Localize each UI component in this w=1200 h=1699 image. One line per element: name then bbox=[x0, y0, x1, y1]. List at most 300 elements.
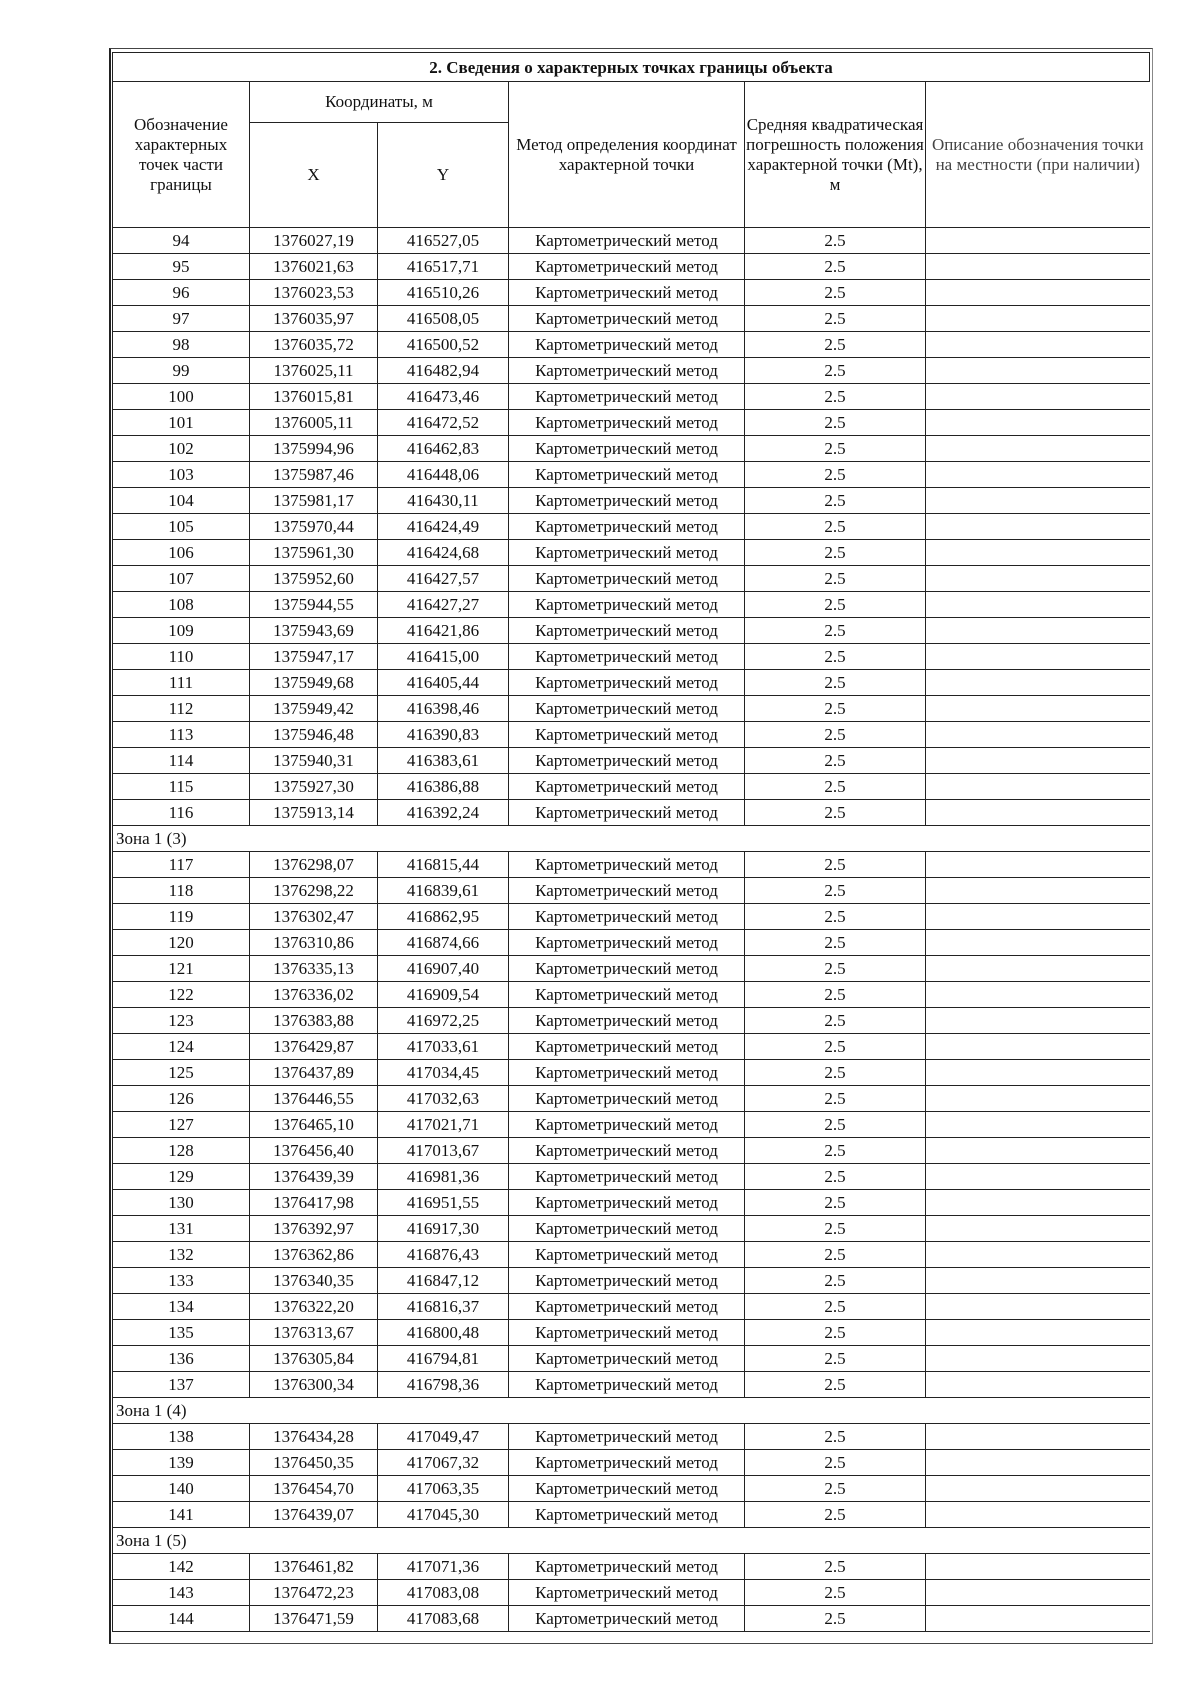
table-row bbox=[113, 254, 1150, 280]
table-row bbox=[113, 280, 1150, 306]
description-cell bbox=[926, 1554, 1150, 1580]
method-cell: Картометрический метод bbox=[509, 878, 745, 904]
point-number-cell: 122 bbox=[113, 982, 250, 1008]
x-coordinate-cell: 1376439,39 bbox=[250, 1164, 378, 1190]
table-row bbox=[113, 1580, 1150, 1606]
header-coordinates: Координаты, м bbox=[250, 82, 509, 123]
y-coordinate-cell: 416907,40 bbox=[378, 956, 509, 982]
y-coordinate-cell: 416415,00 bbox=[378, 644, 509, 670]
mean-error-cell: 2.5 bbox=[745, 1164, 926, 1190]
x-coordinate-cell: 1376439,07 bbox=[250, 1502, 378, 1528]
point-number-cell: 133 bbox=[113, 1268, 250, 1294]
table-row bbox=[113, 670, 1150, 696]
header-mean-error: Средняя квадратическая погрешность положения характерной точки (Mt), м bbox=[745, 82, 926, 228]
y-coordinate-cell: 416951,55 bbox=[378, 1190, 509, 1216]
method-cell: Картометрический метод bbox=[509, 722, 745, 748]
table-row bbox=[113, 1060, 1150, 1086]
mean-error-cell: 2.5 bbox=[745, 1242, 926, 1268]
point-number-cell: 105 bbox=[113, 514, 250, 540]
mean-error-cell: 2.5 bbox=[745, 1320, 926, 1346]
y-coordinate-cell: 416839,61 bbox=[378, 878, 509, 904]
x-coordinate-cell: 1376456,40 bbox=[250, 1138, 378, 1164]
point-number-cell: 116 bbox=[113, 800, 250, 826]
point-number-cell: 106 bbox=[113, 540, 250, 566]
x-coordinate-cell: 1376392,97 bbox=[250, 1216, 378, 1242]
description-cell bbox=[926, 358, 1150, 384]
method-cell: Картометрический метод bbox=[509, 1554, 745, 1580]
method-cell: Картометрический метод bbox=[509, 1268, 745, 1294]
description-cell bbox=[926, 1268, 1150, 1294]
y-coordinate-cell: 416500,52 bbox=[378, 332, 509, 358]
point-number-cell: 121 bbox=[113, 956, 250, 982]
x-coordinate-cell: 1376313,67 bbox=[250, 1320, 378, 1346]
table-row bbox=[113, 228, 1150, 254]
mean-error-cell: 2.5 bbox=[745, 566, 926, 592]
description-cell bbox=[926, 670, 1150, 696]
x-coordinate-cell: 1376335,13 bbox=[250, 956, 378, 982]
table-row bbox=[113, 748, 1150, 774]
mean-error-cell: 2.5 bbox=[745, 1346, 926, 1372]
x-coordinate-cell: 1375981,17 bbox=[250, 488, 378, 514]
table-row bbox=[113, 1476, 1150, 1502]
y-coordinate-cell: 417071,36 bbox=[378, 1554, 509, 1580]
description-cell bbox=[926, 930, 1150, 956]
x-coordinate-cell: 1376336,02 bbox=[250, 982, 378, 1008]
point-number-cell: 112 bbox=[113, 696, 250, 722]
mean-error-cell: 2.5 bbox=[745, 644, 926, 670]
description-cell bbox=[926, 1372, 1150, 1398]
mean-error-cell: 2.5 bbox=[745, 982, 926, 1008]
y-coordinate-cell: 416909,54 bbox=[378, 982, 509, 1008]
method-cell: Картометрический метод bbox=[509, 1112, 745, 1138]
table-row bbox=[113, 722, 1150, 748]
mean-error-cell: 2.5 bbox=[745, 1190, 926, 1216]
description-cell bbox=[926, 410, 1150, 436]
y-coordinate-cell: 416424,49 bbox=[378, 514, 509, 540]
method-cell: Картометрический метод bbox=[509, 592, 745, 618]
method-cell: Картометрический метод bbox=[509, 514, 745, 540]
description-cell bbox=[926, 254, 1150, 280]
x-coordinate-cell: 1376021,63 bbox=[250, 254, 378, 280]
y-coordinate-cell: 416462,83 bbox=[378, 436, 509, 462]
y-coordinate-cell: 416482,94 bbox=[378, 358, 509, 384]
mean-error-cell: 2.5 bbox=[745, 1268, 926, 1294]
x-coordinate-cell: 1376472,23 bbox=[250, 1580, 378, 1606]
method-cell: Картометрический метод bbox=[509, 1008, 745, 1034]
description-cell bbox=[926, 384, 1150, 410]
mean-error-cell: 2.5 bbox=[745, 1112, 926, 1138]
zone-label: Зона 1 (4) bbox=[113, 1398, 1150, 1424]
method-cell: Картометрический метод bbox=[509, 982, 745, 1008]
table-row bbox=[113, 774, 1150, 800]
x-coordinate-cell: 1375952,60 bbox=[250, 566, 378, 592]
point-number-cell: 123 bbox=[113, 1008, 250, 1034]
mean-error-cell: 2.5 bbox=[745, 748, 926, 774]
description-cell bbox=[926, 644, 1150, 670]
x-coordinate-cell: 1375913,14 bbox=[250, 800, 378, 826]
y-coordinate-cell: 416508,05 bbox=[378, 306, 509, 332]
mean-error-cell: 2.5 bbox=[745, 696, 926, 722]
description-cell bbox=[926, 1242, 1150, 1268]
method-cell: Картометрический метод bbox=[509, 306, 745, 332]
method-cell: Картометрический метод bbox=[509, 670, 745, 696]
mean-error-cell: 2.5 bbox=[745, 1580, 926, 1606]
description-cell bbox=[926, 1580, 1150, 1606]
description-cell bbox=[926, 956, 1150, 982]
point-number-cell: 142 bbox=[113, 1554, 250, 1580]
description-cell bbox=[926, 592, 1150, 618]
header-method: Метод определения координат характерной точки bbox=[509, 82, 745, 228]
point-number-cell: 100 bbox=[113, 384, 250, 410]
method-cell: Картометрический метод bbox=[509, 644, 745, 670]
mean-error-cell: 2.5 bbox=[745, 1476, 926, 1502]
x-coordinate-cell: 1376035,97 bbox=[250, 306, 378, 332]
y-coordinate-cell: 416398,46 bbox=[378, 696, 509, 722]
table-row bbox=[113, 488, 1150, 514]
description-cell bbox=[926, 436, 1150, 462]
mean-error-cell: 2.5 bbox=[745, 1372, 926, 1398]
mean-error-cell: 2.5 bbox=[745, 410, 926, 436]
table-row bbox=[113, 1450, 1150, 1476]
mean-error-cell: 2.5 bbox=[745, 1138, 926, 1164]
x-coordinate-cell: 1376362,86 bbox=[250, 1242, 378, 1268]
table-row bbox=[113, 1606, 1150, 1632]
y-coordinate-cell: 416392,24 bbox=[378, 800, 509, 826]
description-cell bbox=[926, 722, 1150, 748]
y-coordinate-cell: 417033,61 bbox=[378, 1034, 509, 1060]
table-row bbox=[113, 904, 1150, 930]
mean-error-cell: 2.5 bbox=[745, 1554, 926, 1580]
y-coordinate-cell: 416405,44 bbox=[378, 670, 509, 696]
point-number-cell: 139 bbox=[113, 1450, 250, 1476]
y-coordinate-cell: 416424,68 bbox=[378, 540, 509, 566]
y-coordinate-cell: 416798,36 bbox=[378, 1372, 509, 1398]
x-coordinate-cell: 1376450,35 bbox=[250, 1450, 378, 1476]
y-coordinate-cell: 416517,71 bbox=[378, 254, 509, 280]
table-row bbox=[113, 358, 1150, 384]
method-cell: Картометрический метод bbox=[509, 1060, 745, 1086]
method-cell: Картометрический метод bbox=[509, 904, 745, 930]
point-number-cell: 102 bbox=[113, 436, 250, 462]
y-coordinate-cell: 416815,44 bbox=[378, 852, 509, 878]
x-coordinate-cell: 1376027,19 bbox=[250, 228, 378, 254]
header-description: Описание обозначения точки на местности (при наличии) bbox=[926, 82, 1150, 228]
method-cell: Картометрический метод bbox=[509, 228, 745, 254]
description-cell bbox=[926, 462, 1150, 488]
y-coordinate-cell: 416473,46 bbox=[378, 384, 509, 410]
description-cell bbox=[926, 1476, 1150, 1502]
description-cell bbox=[926, 1008, 1150, 1034]
mean-error-cell: 2.5 bbox=[745, 1450, 926, 1476]
point-number-cell: 101 bbox=[113, 410, 250, 436]
point-number-cell: 94 bbox=[113, 228, 250, 254]
point-number-cell: 131 bbox=[113, 1216, 250, 1242]
point-number-cell: 126 bbox=[113, 1086, 250, 1112]
table-row bbox=[113, 1554, 1150, 1580]
mean-error-cell: 2.5 bbox=[745, 1606, 926, 1632]
method-cell: Картометрический метод bbox=[509, 748, 745, 774]
y-coordinate-cell: 416430,11 bbox=[378, 488, 509, 514]
mean-error-cell: 2.5 bbox=[745, 514, 926, 540]
method-cell: Картометрический метод bbox=[509, 254, 745, 280]
description-cell bbox=[926, 280, 1150, 306]
method-cell: Картометрический метод bbox=[509, 488, 745, 514]
x-coordinate-cell: 1375940,31 bbox=[250, 748, 378, 774]
table-row bbox=[113, 566, 1150, 592]
point-number-cell: 136 bbox=[113, 1346, 250, 1372]
mean-error-cell: 2.5 bbox=[745, 540, 926, 566]
description-cell bbox=[926, 1138, 1150, 1164]
point-number-cell: 132 bbox=[113, 1242, 250, 1268]
mean-error-cell: 2.5 bbox=[745, 1216, 926, 1242]
mean-error-cell: 2.5 bbox=[745, 488, 926, 514]
method-cell: Картометрический метод bbox=[509, 1216, 745, 1242]
x-coordinate-cell: 1376015,81 bbox=[250, 384, 378, 410]
mean-error-cell: 2.5 bbox=[745, 800, 926, 826]
x-coordinate-cell: 1376454,70 bbox=[250, 1476, 378, 1502]
x-coordinate-cell: 1376417,98 bbox=[250, 1190, 378, 1216]
y-coordinate-cell: 416972,25 bbox=[378, 1008, 509, 1034]
method-cell: Картометрический метод bbox=[509, 774, 745, 800]
description-cell bbox=[926, 852, 1150, 878]
point-number-cell: 143 bbox=[113, 1580, 250, 1606]
mean-error-cell: 2.5 bbox=[745, 722, 926, 748]
table-row bbox=[113, 956, 1150, 982]
mean-error-cell: 2.5 bbox=[745, 384, 926, 410]
point-number-cell: 114 bbox=[113, 748, 250, 774]
point-number-cell: 95 bbox=[113, 254, 250, 280]
table-row bbox=[113, 696, 1150, 722]
mean-error-cell: 2.5 bbox=[745, 332, 926, 358]
description-cell bbox=[926, 800, 1150, 826]
x-coordinate-cell: 1376383,88 bbox=[250, 1008, 378, 1034]
table-row bbox=[113, 1112, 1150, 1138]
method-cell: Картометрический метод bbox=[509, 280, 745, 306]
boundary-points-table bbox=[112, 52, 1150, 1632]
table-row bbox=[113, 306, 1150, 332]
description-cell bbox=[926, 1034, 1150, 1060]
zone-row bbox=[113, 826, 1150, 852]
x-coordinate-cell: 1375944,55 bbox=[250, 592, 378, 618]
mean-error-cell: 2.5 bbox=[745, 1034, 926, 1060]
y-coordinate-cell: 416427,57 bbox=[378, 566, 509, 592]
table-row bbox=[113, 878, 1150, 904]
point-number-cell: 134 bbox=[113, 1294, 250, 1320]
y-coordinate-cell: 417063,35 bbox=[378, 1476, 509, 1502]
method-cell: Картометрический метод bbox=[509, 696, 745, 722]
x-coordinate-cell: 1376298,22 bbox=[250, 878, 378, 904]
zone-row bbox=[113, 1528, 1150, 1554]
method-cell: Картометрический метод bbox=[509, 566, 745, 592]
method-cell: Картометрический метод bbox=[509, 332, 745, 358]
method-cell: Картометрический метод bbox=[509, 1606, 745, 1632]
mean-error-cell: 2.5 bbox=[745, 1008, 926, 1034]
x-coordinate-cell: 1376446,55 bbox=[250, 1086, 378, 1112]
mean-error-cell: 2.5 bbox=[745, 462, 926, 488]
y-coordinate-cell: 417013,67 bbox=[378, 1138, 509, 1164]
mean-error-cell: 2.5 bbox=[745, 1294, 926, 1320]
x-coordinate-cell: 1376437,89 bbox=[250, 1060, 378, 1086]
method-cell: Картометрический метод bbox=[509, 800, 745, 826]
method-cell: Картометрический метод bbox=[509, 1086, 745, 1112]
point-number-cell: 130 bbox=[113, 1190, 250, 1216]
method-cell: Картометрический метод bbox=[509, 358, 745, 384]
y-coordinate-cell: 417034,45 bbox=[378, 1060, 509, 1086]
x-coordinate-cell: 1376298,07 bbox=[250, 852, 378, 878]
x-coordinate-cell: 1376322,20 bbox=[250, 1294, 378, 1320]
method-cell: Картометрический метод bbox=[509, 956, 745, 982]
x-coordinate-cell: 1376035,72 bbox=[250, 332, 378, 358]
mean-error-cell: 2.5 bbox=[745, 306, 926, 332]
table-row bbox=[113, 462, 1150, 488]
description-cell bbox=[926, 332, 1150, 358]
table-row bbox=[113, 1242, 1150, 1268]
y-coordinate-cell: 416816,37 bbox=[378, 1294, 509, 1320]
description-cell bbox=[926, 878, 1150, 904]
mean-error-cell: 2.5 bbox=[745, 254, 926, 280]
x-coordinate-cell: 1376465,10 bbox=[250, 1112, 378, 1138]
point-number-cell: 99 bbox=[113, 358, 250, 384]
method-cell: Картометрический метод bbox=[509, 1034, 745, 1060]
y-coordinate-cell: 416847,12 bbox=[378, 1268, 509, 1294]
point-number-cell: 96 bbox=[113, 280, 250, 306]
description-cell bbox=[926, 1060, 1150, 1086]
y-coordinate-cell: 416794,81 bbox=[378, 1346, 509, 1372]
x-coordinate-cell: 1376310,86 bbox=[250, 930, 378, 956]
method-cell: Картометрический метод bbox=[509, 1294, 745, 1320]
method-cell: Картометрический метод bbox=[509, 1476, 745, 1502]
y-coordinate-cell: 416390,83 bbox=[378, 722, 509, 748]
point-number-cell: 120 bbox=[113, 930, 250, 956]
y-coordinate-cell: 417067,32 bbox=[378, 1450, 509, 1476]
y-coordinate-cell: 416386,88 bbox=[378, 774, 509, 800]
point-number-cell: 113 bbox=[113, 722, 250, 748]
y-coordinate-cell: 416510,26 bbox=[378, 280, 509, 306]
x-coordinate-cell: 1375949,42 bbox=[250, 696, 378, 722]
y-coordinate-cell: 416874,66 bbox=[378, 930, 509, 956]
y-coordinate-cell: 416981,36 bbox=[378, 1164, 509, 1190]
mean-error-cell: 2.5 bbox=[745, 904, 926, 930]
x-coordinate-cell: 1375927,30 bbox=[250, 774, 378, 800]
x-coordinate-cell: 1376005,11 bbox=[250, 410, 378, 436]
point-number-cell: 135 bbox=[113, 1320, 250, 1346]
table-row bbox=[113, 1008, 1150, 1034]
method-cell: Картометрический метод bbox=[509, 384, 745, 410]
point-number-cell: 108 bbox=[113, 592, 250, 618]
table-row bbox=[113, 800, 1150, 826]
table-row bbox=[113, 514, 1150, 540]
method-cell: Картометрический метод bbox=[509, 1424, 745, 1450]
x-coordinate-cell: 1375949,68 bbox=[250, 670, 378, 696]
x-coordinate-cell: 1375987,46 bbox=[250, 462, 378, 488]
x-coordinate-cell: 1375947,17 bbox=[250, 644, 378, 670]
point-number-cell: 138 bbox=[113, 1424, 250, 1450]
header-point-designation: Обозначение характерных точек части границы bbox=[113, 82, 250, 228]
header-x: X bbox=[250, 123, 378, 228]
mean-error-cell: 2.5 bbox=[745, 878, 926, 904]
table-row bbox=[113, 930, 1150, 956]
table-row bbox=[113, 1086, 1150, 1112]
mean-error-cell: 2.5 bbox=[745, 592, 926, 618]
description-cell bbox=[926, 1190, 1150, 1216]
y-coordinate-cell: 416383,61 bbox=[378, 748, 509, 774]
x-coordinate-cell: 1375943,69 bbox=[250, 618, 378, 644]
table-row bbox=[113, 540, 1150, 566]
point-number-cell: 103 bbox=[113, 462, 250, 488]
table-row bbox=[113, 1034, 1150, 1060]
description-cell bbox=[926, 982, 1150, 1008]
method-cell: Картометрический метод bbox=[509, 462, 745, 488]
mean-error-cell: 2.5 bbox=[745, 1424, 926, 1450]
mean-error-cell: 2.5 bbox=[745, 358, 926, 384]
x-coordinate-cell: 1376300,34 bbox=[250, 1372, 378, 1398]
method-cell: Картометрический метод bbox=[509, 1502, 745, 1528]
description-cell bbox=[926, 488, 1150, 514]
table-row bbox=[113, 1294, 1150, 1320]
mean-error-cell: 2.5 bbox=[745, 670, 926, 696]
x-coordinate-cell: 1375994,96 bbox=[250, 436, 378, 462]
description-cell bbox=[926, 1164, 1150, 1190]
x-coordinate-cell: 1376471,59 bbox=[250, 1606, 378, 1632]
x-coordinate-cell: 1376429,87 bbox=[250, 1034, 378, 1060]
description-cell bbox=[926, 1606, 1150, 1632]
table-body bbox=[113, 228, 1150, 1632]
method-cell: Картометрический метод bbox=[509, 1190, 745, 1216]
y-coordinate-cell: 417083,08 bbox=[378, 1580, 509, 1606]
description-cell bbox=[926, 904, 1150, 930]
table-row bbox=[113, 1372, 1150, 1398]
x-coordinate-cell: 1376434,28 bbox=[250, 1424, 378, 1450]
table-row bbox=[113, 332, 1150, 358]
x-coordinate-cell: 1375961,30 bbox=[250, 540, 378, 566]
y-coordinate-cell: 417032,63 bbox=[378, 1086, 509, 1112]
point-number-cell: 125 bbox=[113, 1060, 250, 1086]
table-row bbox=[113, 982, 1150, 1008]
description-cell bbox=[926, 774, 1150, 800]
description-cell bbox=[926, 1450, 1150, 1476]
point-number-cell: 117 bbox=[113, 852, 250, 878]
y-coordinate-cell: 416862,95 bbox=[378, 904, 509, 930]
mean-error-cell: 2.5 bbox=[745, 618, 926, 644]
y-coordinate-cell: 416421,86 bbox=[378, 618, 509, 644]
x-coordinate-cell: 1375970,44 bbox=[250, 514, 378, 540]
table-row bbox=[113, 852, 1150, 878]
table-row bbox=[113, 1164, 1150, 1190]
description-cell bbox=[926, 1502, 1150, 1528]
x-coordinate-cell: 1376023,53 bbox=[250, 280, 378, 306]
y-coordinate-cell: 417021,71 bbox=[378, 1112, 509, 1138]
x-coordinate-cell: 1376302,47 bbox=[250, 904, 378, 930]
point-number-cell: 124 bbox=[113, 1034, 250, 1060]
table-row bbox=[113, 644, 1150, 670]
point-number-cell: 115 bbox=[113, 774, 250, 800]
y-coordinate-cell: 416527,05 bbox=[378, 228, 509, 254]
description-cell bbox=[926, 1112, 1150, 1138]
point-number-cell: 128 bbox=[113, 1138, 250, 1164]
mean-error-cell: 2.5 bbox=[745, 1060, 926, 1086]
mean-error-cell: 2.5 bbox=[745, 280, 926, 306]
x-coordinate-cell: 1376461,82 bbox=[250, 1554, 378, 1580]
table-row bbox=[113, 410, 1150, 436]
method-cell: Картометрический метод bbox=[509, 540, 745, 566]
method-cell: Картометрический метод bbox=[509, 1372, 745, 1398]
point-number-cell: 141 bbox=[113, 1502, 250, 1528]
y-coordinate-cell: 416472,52 bbox=[378, 410, 509, 436]
description-cell bbox=[926, 618, 1150, 644]
mean-error-cell: 2.5 bbox=[745, 228, 926, 254]
description-cell bbox=[926, 540, 1150, 566]
x-coordinate-cell: 1376305,84 bbox=[250, 1346, 378, 1372]
